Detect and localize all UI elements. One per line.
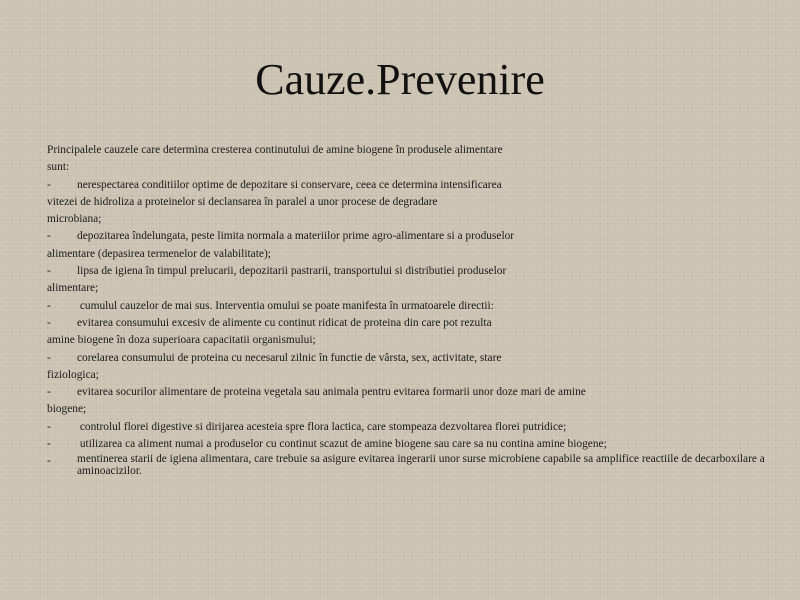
bullet-text: evitarea consumului excesiv de alimente cu continut ridicat de proteina din care pot rezulta <box>77 316 492 329</box>
bullet-text: depozitarea îndelungata, peste limita normala a materiilor prime agro-alimentare si a produselor <box>77 230 515 243</box>
bullet-text: nerespectarea conditiilor optime de depozitare si conservare, ceea ce determina intensificarea <box>77 178 502 191</box>
bullet-text: lipsa de igiena în timpul prelucarii, depozitarii pastrarii, transportului si distributiei produselor <box>77 265 507 278</box>
bullet-item <box>47 177 777 194</box>
body-text-line: alimentare (depasirea termenelor de valabilitate); <box>47 247 271 260</box>
bullet-text: corelarea consumului de proteina cu necesarul zilnic în functie de vârsta, sex, activitate, stare <box>77 351 502 364</box>
bullet-marker: - <box>47 299 51 312</box>
bullet-marker: - <box>47 230 51 243</box>
body-text-line: biogene; <box>47 403 87 416</box>
bullet-marker: - <box>47 178 51 191</box>
bullet-item <box>47 419 777 436</box>
bullet-text: cumulul cauzelor de mai sus. Interventia omului se poate manifesta în urmatoarele directii: <box>77 299 494 312</box>
body-text-line: microbiana; <box>47 213 102 226</box>
slide-body <box>47 142 777 477</box>
bullet-item <box>47 453 777 477</box>
bullet-item <box>47 350 777 367</box>
body-text-line: Principalele cauzele care determina cresterea continutului de amine biogene în produsele alimentare <box>47 144 503 156</box>
bullet-marker: - <box>47 455 51 468</box>
bullet-item <box>47 263 777 280</box>
body-text-line: fiziologica; <box>47 368 99 381</box>
body-text-line: sunt: <box>47 161 70 174</box>
bullet-marker: - <box>47 386 51 399</box>
bullet-item <box>47 436 777 453</box>
bullet-marker: - <box>47 420 51 433</box>
bullet-marker: - <box>47 438 51 451</box>
bullet-item <box>47 384 777 401</box>
bullet-item <box>47 298 777 315</box>
bullet-marker: - <box>47 316 51 329</box>
bullet-text: evitarea socurilor alimentare de proteina vegetala sau animala pentru evitarea formarii unor doze mari de amine <box>77 386 586 399</box>
bullet-text: mentinerea starii de igiena alimentara, care trebuie sa asigure evitarea ingerarii unor surse microbiene capabile sa amplifice reactiile de decarboxilare a aminoacizilor. <box>77 453 765 478</box>
bullet-item <box>47 228 777 245</box>
bullet-marker: - <box>47 351 51 364</box>
bullet-item <box>47 315 777 332</box>
bullet-marker: - <box>47 265 51 278</box>
body-text-line: amine biogene în doza superioara capacitatii organismului; <box>47 334 316 347</box>
bullet-text: controlul florei digestive si dirijarea acesteia spre flora lactica, care stompeaza dezvoltarea florei putridice; <box>77 420 567 433</box>
slide-title: Cauze.Prevenire <box>255 55 545 104</box>
body-text-line: vitezei de hidroliza a proteinelor si declansarea în paralel a unor procese de degradare <box>47 195 438 208</box>
bullet-text: utilizarea ca aliment numai a produselor cu continut scazut de amine biogene sau care sa nu contina amine biogene; <box>77 438 607 451</box>
body-text-line: alimentare; <box>47 282 99 295</box>
